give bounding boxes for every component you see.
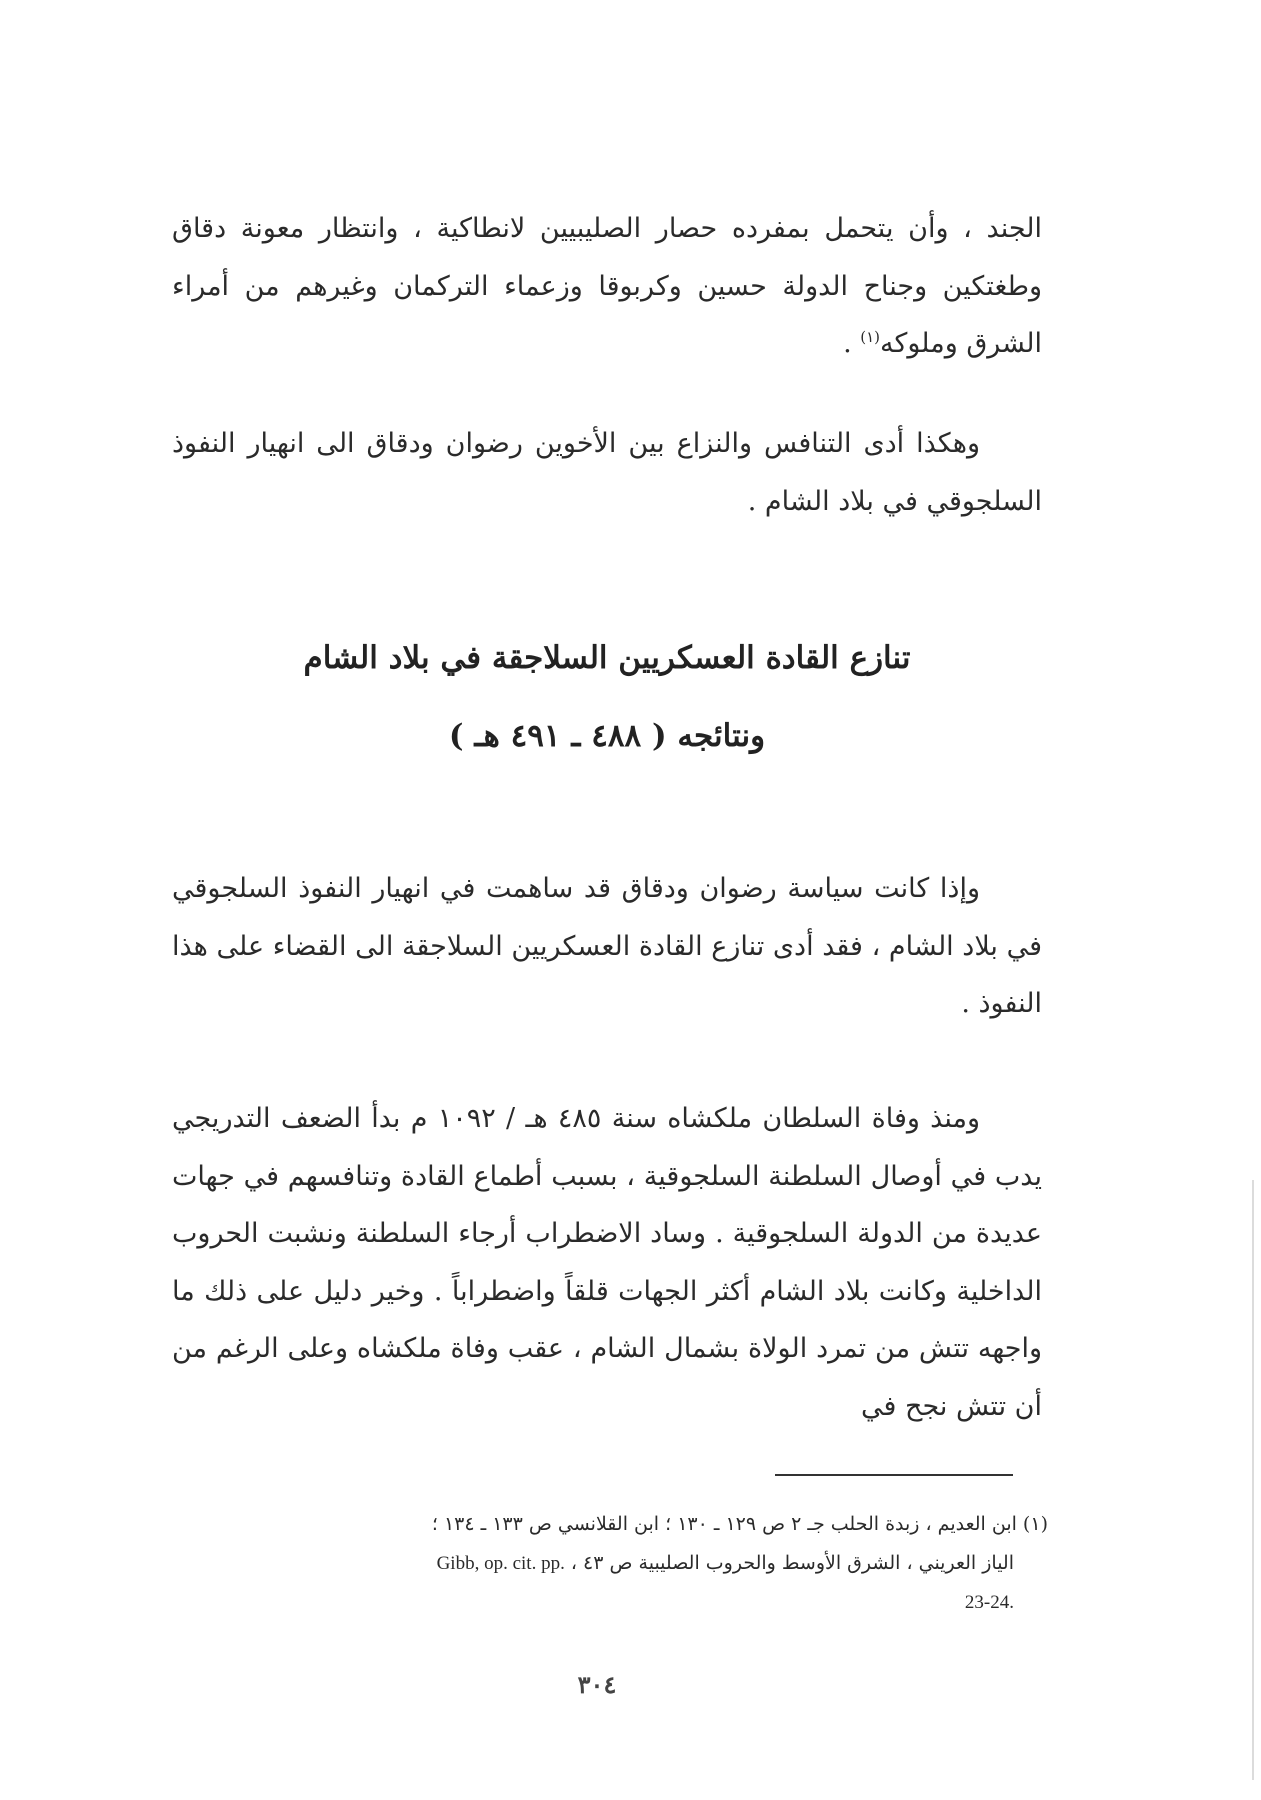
- paragraph-1: [172, 200, 1042, 373]
- footnote-1-line-3: [168, 1583, 1048, 1622]
- paragraph-3-text: وإذا كانت سياسة رضوان ودقاق قد ساهمت في انهيار النفوذ السلجوقي في بلاد الشام ، فقد أدى تنازع القادة العسكريين السلاجقة الى القضاء على هذا النفوذ .: [172, 873, 1042, 1019]
- footnote-1-line-1: (١) ابن العديم ، زبدة الحلب جـ ٢ ص ١٢٩ ـ ١٣٠ ؛ ابن القلانسي ص ١٣٣ ـ ١٣٤ ؛: [431, 1513, 1048, 1535]
- paragraph-2-text: وهكذا أدى التنافس والنزاع بين الأخوين رضوان ودقاق الى انهيار النفوذ السلجوقي في بلاد الشام .: [172, 428, 1042, 517]
- paragraph-3: [172, 860, 1042, 1033]
- footnote-reference[interactable]: (١): [860, 328, 881, 346]
- paragraph-1-end: .: [843, 328, 861, 359]
- footnote-1-line-2: [168, 1544, 1048, 1583]
- footnote-1-pages: 23-24.: [964, 1592, 1014, 1613]
- footnotes: [168, 1505, 1048, 1622]
- footnote-1-arabic-source: الياز العريني ، الشرق الأوسط والحروب الصليبية ص ٤٣ ،: [570, 1552, 1014, 1574]
- paragraph-4-text: ومنذ وفاة السلطان ملكشاه سنة ٤٨٥ هـ / ١٠٩٢ م بدأ الضعف التدريجي يدب في أوصال السلطنة السلجوقية ، بسبب أطماع القادة وتنافسهم في جهات عديدة من الدولة السلجوقية . وساد الاضطراب أرجاء السلطنة ونشبت الحروب الداخلية وكانت بلاد الشام أكثر الجهات قلقاً واضطراباً . وخير دليل على ذلك ما واجهه تتش من تمرد الولاة بشمال الشام ، عقب وفاة ملكشاه وعلى الرغم من أن تتش نجح في: [172, 1103, 1042, 1422]
- page-number: ٣٠٤: [577, 1670, 617, 1699]
- paragraph-1-text: الجند ، وأن يتحمل بمفرده حصار الصليبيين لانطاكية ، وانتظار معونة دقاق وطغتكين وجناح الدولة حسين وكربوقا وزعماء التركمان وغيرهم من أمراء الشرق وملوكه: [172, 213, 1042, 359]
- footnote-separator: [775, 1474, 1013, 1476]
- section-heading-line-1: تنازع القادة العسكريين السلاجقة في بلاد الشام: [303, 640, 911, 676]
- section-heading-line-2: ونتائجه ( ٤٨٨ ـ ٤٩١ هـ ): [448, 718, 766, 754]
- paragraph-2: [172, 415, 1042, 530]
- footnote-1-latin-source: Gibb, op. cit. pp.: [436, 1553, 565, 1574]
- page-edge-line: [1252, 1180, 1254, 1780]
- paragraph-4: [172, 1090, 1042, 1435]
